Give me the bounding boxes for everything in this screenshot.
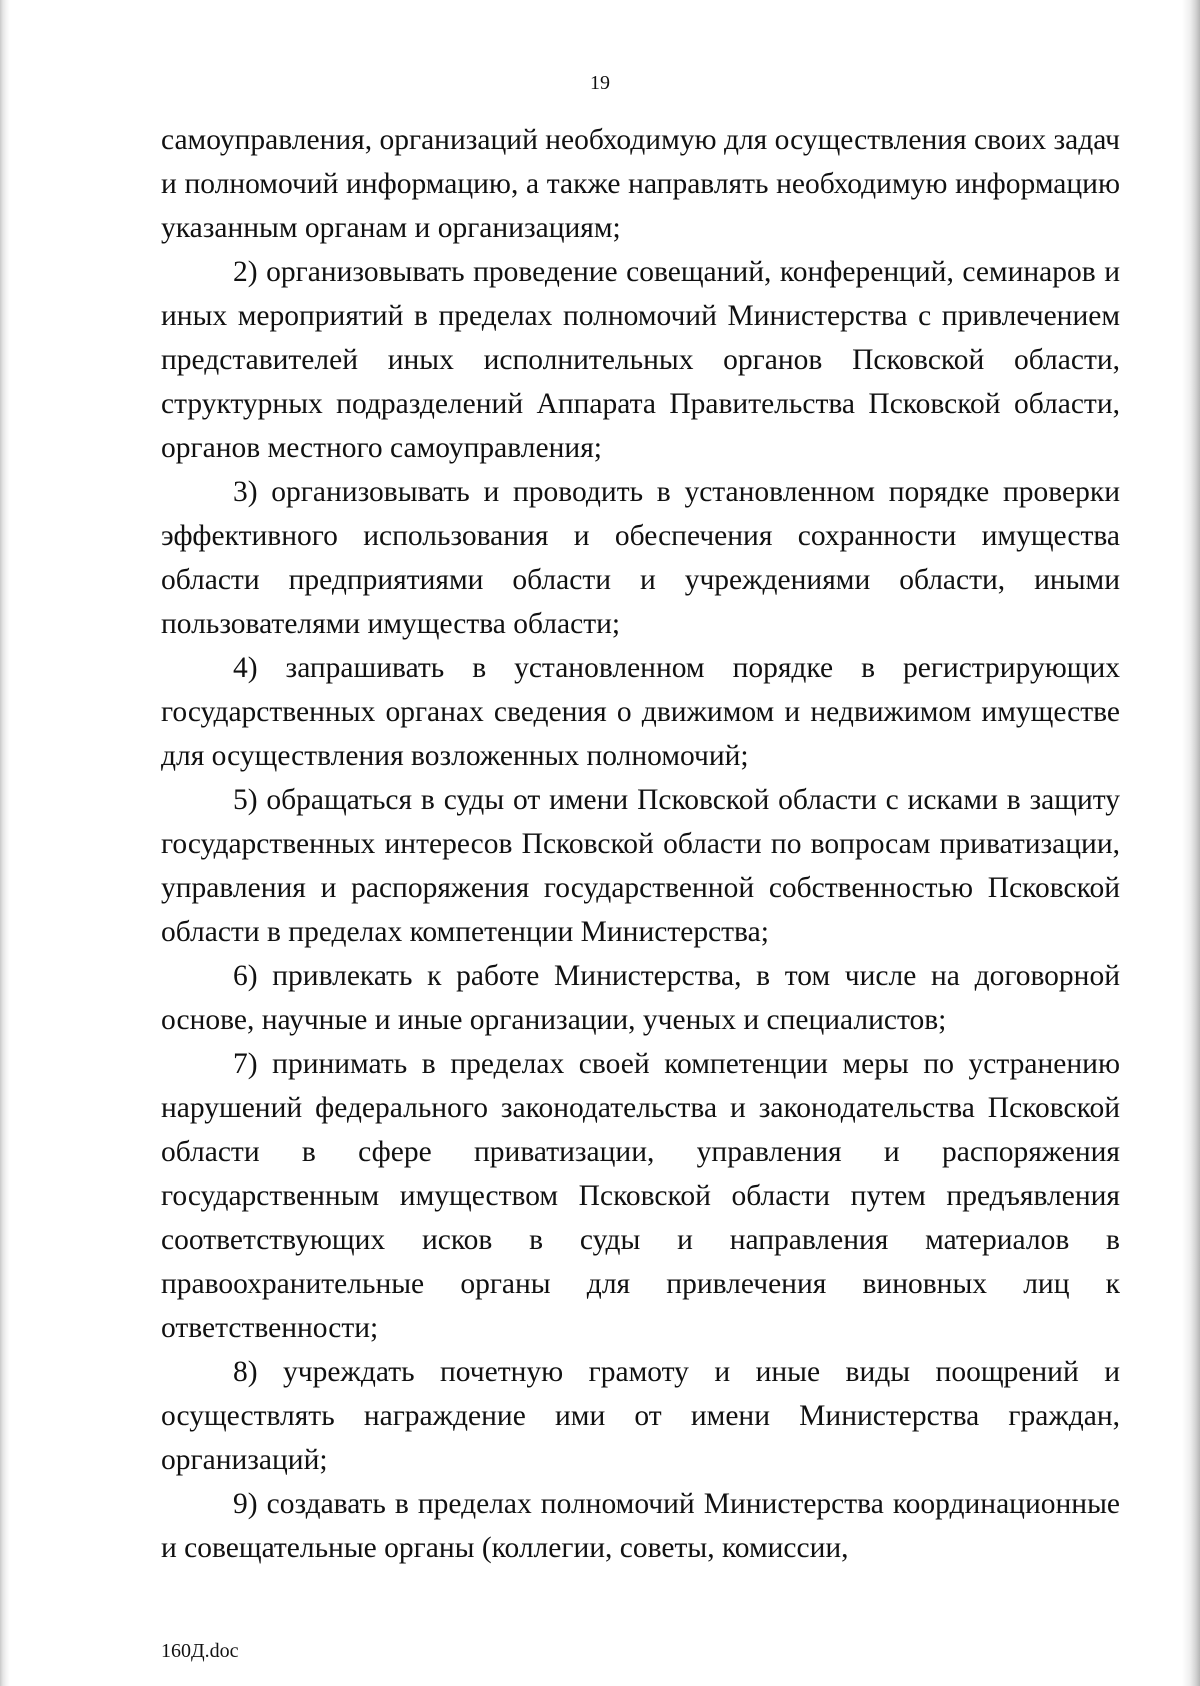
paragraph-item-7: 7) принимать в пределах своей компетенции меры по устранению нарушений федерального законодательства и законодательства Псковской области в сфере приватизации, управления и распоряжения государственным имуществом Псковской области путем предъявления соответствующих исков в суды и направления материалов в правоохранительные органы для привлечения виновных лиц к ответственности;	[161, 1048, 1120, 1344]
scan-edge-left	[0, 0, 10, 1686]
page-number: 19	[590, 72, 610, 94]
paragraph-item-6: 6) привлекать к работе Министерства, в том числе на договорной основе, научные и иные организации, ученых и специалистов;	[161, 960, 1120, 1036]
paragraph-item-5: 5) обращаться в суды от имени Псковской области с исками в защиту государственных интересов Псковской области по вопросам приватизации, управления и распоряжения государственной собственностью Псковской области в пределах компетенции Министерства;	[161, 784, 1120, 948]
document-body	[161, 118, 1120, 1570]
paragraph-item-3: 3) организовывать и проводить в установленном порядке проверки эффективного использования и обеспечения сохранности имущества области предприятиями области и учреждениями области, иными пользователями имущества области;	[161, 476, 1120, 640]
paragraph-item-2: 2) организовывать проведение совещаний, конференций, семинаров и иных мероприятий в пределах полномочий Министерства с привлечением представителей иных исполнительных органов Псковской области, структурных подразделений Аппарата Правительства Псковской области, органов местного самоуправления;	[161, 256, 1120, 464]
paragraph-item-9: 9) создавать в пределах полномочий Министерства координационные и совещательные органы (коллегии, советы, комиссии,	[161, 1488, 1120, 1564]
footer-filename: 160Д.doc	[161, 1640, 239, 1662]
paragraph-item-8: 8) учреждать почетную грамоту и иные виды поощрений и осуществлять награждение ими от имени Министерства граждан, организаций;	[161, 1356, 1120, 1476]
paragraph-item-4: 4) запрашивать в установленном порядке в регистрирующих государственных органах сведения о движимом и недвижимом имуществе для осуществления возложенных полномочий;	[161, 652, 1120, 772]
paragraph-continuation: самоуправления, организаций необходимую для осуществления своих задач и полномочий информацию, а также направлять необходимую информацию указанным органам и организациям;	[161, 124, 1120, 244]
scan-edge-right	[1182, 0, 1200, 1686]
